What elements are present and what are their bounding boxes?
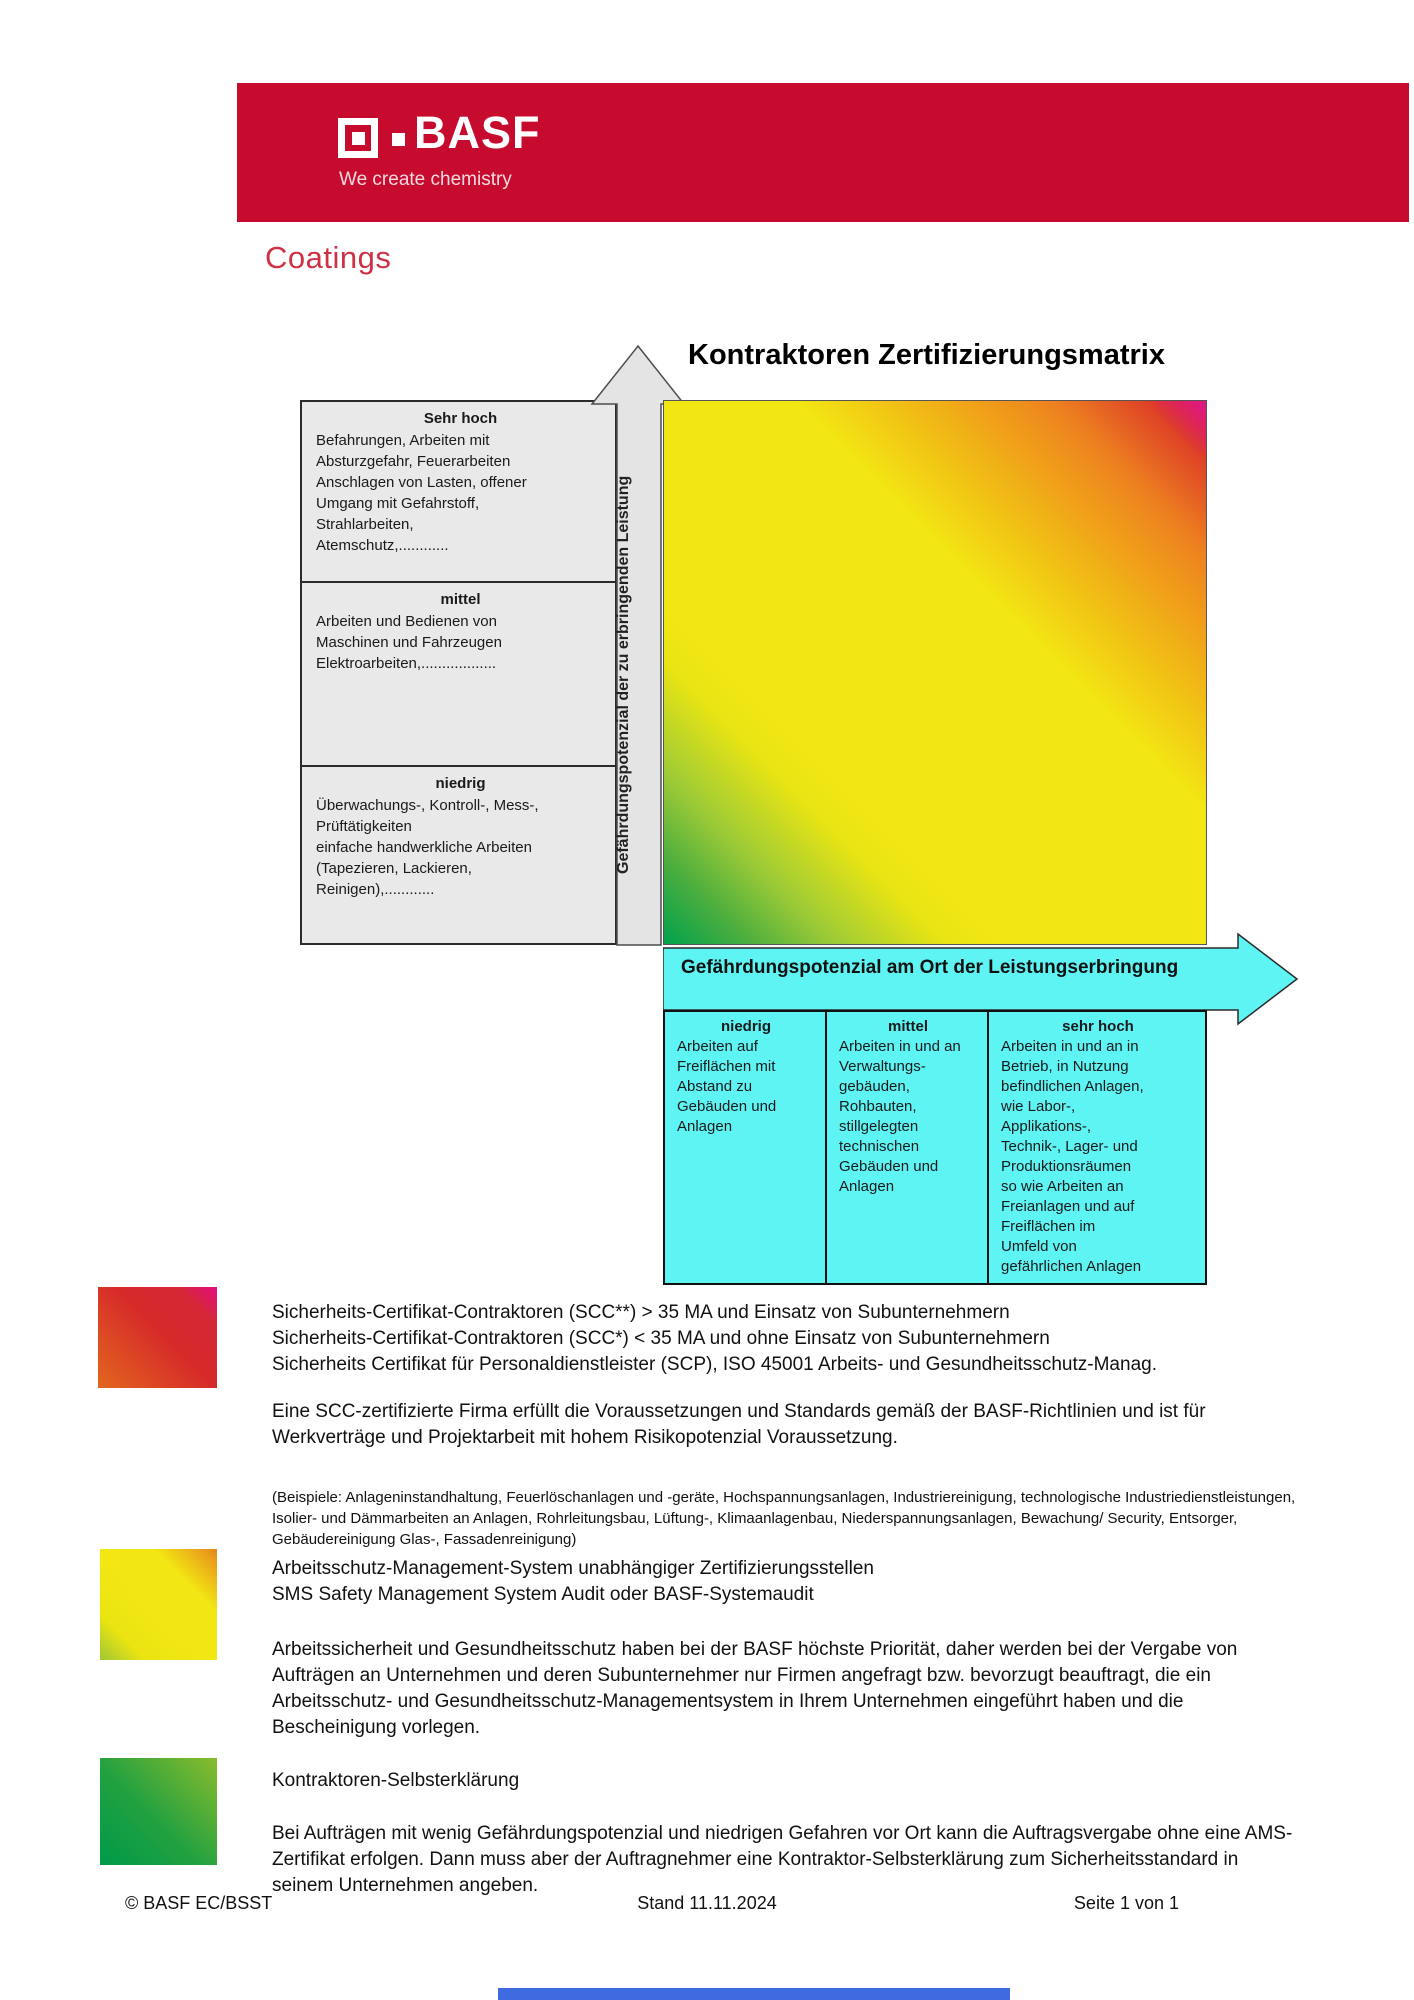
y-level-title: Sehr hoch [423, 410, 498, 427]
x-axis-label: Gefährdungspotenzial am Ort der Leistungserbringung [681, 957, 1179, 978]
self-declaration-paragraph: Bei Aufträgen mit wenig Gefährdungspotenzial und niedrigen Gefahren vor Ort kann die Auftragsvergabe ohne eine AMS-Zertifikat erfolgen. Dann muss aber der Auftragnehmer eine Kontraktor-Selbsterklärung zum Sicherheitsstandard in seinem Unternehmen angeben. [272, 1823, 1293, 1896]
basf-tagline: We create chemistry [339, 169, 512, 190]
y-level-title: mittel [440, 591, 481, 608]
y-level-box-mittel [300, 581, 617, 767]
division-label: Coatings [265, 240, 392, 275]
bottom-blue-bar [498, 1988, 1010, 2000]
x-level-col-niedrig [665, 1012, 827, 1283]
ams-line: SMS Safety Management System Audit oder BASF-Systemaudit [272, 1584, 814, 1605]
y-level-title: niedrig [435, 775, 486, 792]
x-level-col-sehr-hoch [989, 1012, 1205, 1283]
scc-line: Sicherheits Certifikat für Personaldienstleister (SCP), ISO 45001 Arbeits- und Gesundheitsschutz-Manag. [272, 1354, 1157, 1375]
basf-logo-dot-icon [392, 133, 405, 146]
footer-copyright: © BASF EC/BSST [125, 1893, 273, 1913]
ams-certificate-lines [272, 1556, 1298, 1608]
self-declaration-line: Kontraktoren-Selbsterklärung [272, 1770, 520, 1791]
basf-logo-text: BASF [414, 107, 541, 158]
x-level-text: Arbeiten in und an Verwaltungs- gebäuden, Rohbauten, stillgelegten technischen Gebäuden und Anlagen [839, 1038, 961, 1195]
scc-paragraph: Eine SCC-zertifizierte Firma erfüllt die Voraussetzungen und Standards gemäß der BASF-Richtlinien und ist für Werkverträge und Projektarbeit mit hohem Risikopotenzial Voraussetzung. [272, 1401, 1206, 1448]
y-level-text: Arbeiten und Bedienen von Maschinen und Fahrzeugen Elektroarbeiten,.................. [316, 613, 502, 672]
scc-examples: (Beispiele: Anlageninstandhaltung, Feuerlöschanlagen und -geräte, Hochspannungsanlagen, Industriereinigung, technologische Industriedienstleistungen, Isolier- und Dämmarbeiten an Anlagen, Rohrleitungsbau, Lüftung-, Klimaanlagenbau, Niederspannungsanlagen, Bewachung/ Security, Entsorger, Gebäudereinigung Glas-, Fassadenreinigung) [272, 1489, 1296, 1548]
self-declaration-lines [272, 1768, 1298, 1794]
x-level-table [663, 1010, 1207, 1285]
x-level-title: sehr hoch [1062, 1018, 1134, 1035]
page-footer [0, 1893, 1414, 1917]
y-level-text: Überwachungs-, Kontroll-, Mess-, Prüftätigkeiten einfache handwerkliche Arbeiten (Tapezieren, Lackieren, Reinigen),............ [316, 797, 539, 898]
scc-line: Sicherheits-Certifikat-Contraktoren (SCC*) < 35 MA und ohne Einsatz von Subunternehmern [272, 1328, 1050, 1349]
y-level-box-niedrig [300, 765, 617, 945]
x-level-title: niedrig [720, 1018, 771, 1035]
x-level-text: Arbeiten in und an in Betrieb, in Nutzung befindlichen Anlagen, wie Labor-, Applikations-, Technik-, Lager- und Produktionsräumen so wie Arbeiten an Freianlagen und auf Freiflächen im Umfeld von gefährlichen Anlagen [1001, 1038, 1144, 1275]
matrix-title: Kontraktoren Zertifizierungsmatrix [688, 339, 1165, 371]
risk-matrix-magenta-corner [1154, 401, 1206, 453]
basf-header-bar [237, 83, 1409, 222]
y-level-box-sehr-hoch [300, 400, 617, 583]
y-level-text: Befahrungen, Arbeiten mit Absturzgefahr, Feuerarbeiten Anschlagen von Lasten, offener Umgang mit Gefahrstoff, Strahlarbeiten, Atemschutz,............ [316, 432, 527, 554]
footer-page-number: Seite 1 von 1 [1073, 1893, 1179, 1913]
x-level-col-mittel [827, 1012, 989, 1283]
x-level-title: mittel [887, 1018, 928, 1035]
legend-swatch-medium-risk [100, 1549, 217, 1660]
basf-logo-square-icon [338, 118, 378, 158]
ams-line: Arbeitsschutz-Management-System unabhängiger Zertifizierungsstellen [272, 1558, 874, 1579]
footer-date: Stand 11.11.2024 [637, 1893, 777, 1913]
x-level-text: Arbeiten auf Freiflächen mit Abstand zu Gebäuden und Anlagen [677, 1038, 777, 1135]
basf-logo-square-inner [352, 132, 365, 145]
legend-swatch-high-risk [98, 1287, 217, 1388]
risk-gradient-matrix [663, 400, 1207, 945]
legend-swatch-low-risk [100, 1758, 217, 1865]
ams-paragraph: Arbeitssicherheit und Gesundheitsschutz haben bei der BASF höchste Priorität, daher werden bei der Vergabe von Aufträgen an Unternehmen und deren Subunternehmer nur Firmen angefragt bzw. bevorzugt beauftragt, die ein Arbeitsschutz- und Gesundheitsschutz-Managementsystem in Ihrem Unternehmen eingeführt haben und die Bescheinigung vorlegen. [272, 1639, 1238, 1738]
scc-line: Sicherheits-Certifikat-Contraktoren (SCC**) > 35 MA und Einsatz von Subunternehmern [272, 1302, 1010, 1323]
y-axis-label: Gefährdungspotenzial der zu erbringenden Leistung [615, 475, 632, 875]
scc-certificate-lines [272, 1300, 1298, 1378]
